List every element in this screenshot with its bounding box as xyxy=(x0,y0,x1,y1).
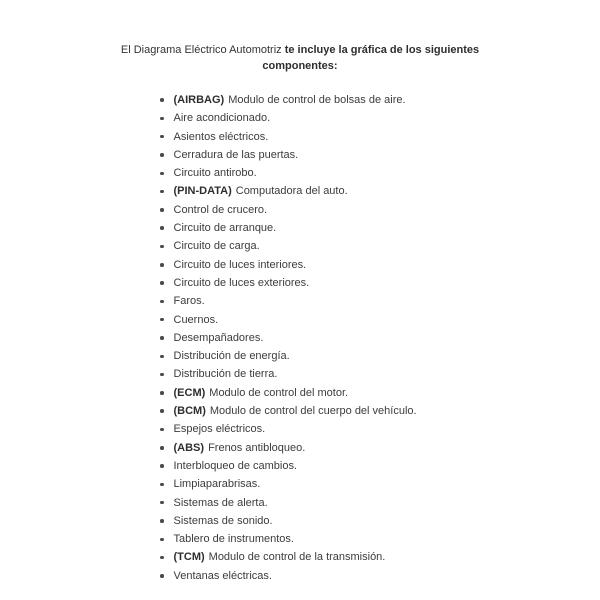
bullet-icon xyxy=(160,446,164,450)
component-text: Espejos eléctricos. xyxy=(173,423,266,436)
bullet-icon xyxy=(160,574,164,578)
list-item xyxy=(160,548,417,566)
bullet-icon xyxy=(160,117,164,121)
component-text: Faros. xyxy=(173,295,205,308)
component-text: Circuito de luces interiores. xyxy=(173,258,307,271)
component-text: Circuito de arranque. xyxy=(173,222,277,235)
component-text: Modulo de control del motor. xyxy=(209,386,349,399)
component-text: Computadora del auto. xyxy=(235,185,348,198)
component-text: Ventanas eléctricas. xyxy=(173,569,272,582)
list-item xyxy=(160,329,417,347)
bullet-icon xyxy=(160,391,164,395)
component-text: Modulo de control del cuerpo del vehículo. xyxy=(209,405,417,418)
list-item xyxy=(160,274,417,292)
bullet-icon xyxy=(160,501,164,505)
list-item xyxy=(160,237,417,255)
component-text: Tablero de instrumentos. xyxy=(173,533,294,546)
component-text: Circuito antirobo. xyxy=(173,167,257,180)
component-text: Aire acondicionado. xyxy=(173,112,271,125)
list-item xyxy=(160,512,417,530)
bullet-icon xyxy=(160,538,164,542)
list-item xyxy=(160,567,417,585)
bullet-icon xyxy=(160,373,164,377)
list-item xyxy=(160,256,417,274)
component-text: Modulo de control de bolsas de aire. xyxy=(228,94,406,106)
list-item xyxy=(160,311,417,329)
list-item xyxy=(160,530,417,548)
list-item xyxy=(160,402,417,420)
bullet-icon xyxy=(160,226,164,230)
bullet-icon xyxy=(160,556,164,560)
component-text: Control de crucero. xyxy=(173,203,268,216)
bullet-icon xyxy=(160,483,164,487)
list-item xyxy=(160,365,417,383)
component-text: Frenos antibloqueo. xyxy=(208,441,306,454)
list-item xyxy=(160,201,417,219)
list-item xyxy=(160,420,417,438)
bullet-icon xyxy=(160,336,164,340)
bullet-icon xyxy=(160,300,164,304)
list-item xyxy=(160,457,417,475)
component-code: (AIRBAG) xyxy=(173,94,225,106)
component-text: Cerradura de las puertas. xyxy=(173,148,299,161)
list-item xyxy=(160,182,417,200)
bullet-icon xyxy=(160,245,164,249)
bullet-icon xyxy=(160,135,164,139)
intro-bold-text: te incluye la gráfica de los siguientes xyxy=(284,44,480,56)
bullet-icon xyxy=(160,281,164,285)
component-code: (ECM) xyxy=(173,386,206,399)
component-text: Limpiaparabrisas. xyxy=(173,478,261,491)
intro-line-2: componentes: xyxy=(262,60,338,72)
list-item xyxy=(160,146,417,164)
component-code: (ABS) xyxy=(173,441,205,454)
component-code: (PIN-DATA) xyxy=(173,185,232,198)
component-text: Sistemas de alerta. xyxy=(173,496,268,509)
bullet-icon xyxy=(160,428,164,432)
bullet-icon xyxy=(160,355,164,359)
list-item xyxy=(160,439,417,457)
component-code: (TCM) xyxy=(173,551,205,564)
intro-normal-text: El Diagrama Eléctrico Automotriz xyxy=(120,44,285,56)
list-item xyxy=(160,292,417,310)
bullet-icon xyxy=(160,98,164,102)
bullet-icon xyxy=(160,318,164,322)
component-list xyxy=(160,91,417,585)
bullet-icon xyxy=(160,464,164,468)
component-text: Circuito de carga. xyxy=(173,240,260,253)
bullet-icon xyxy=(160,263,164,267)
component-text: Sistemas de sonido. xyxy=(173,514,273,527)
bullet-icon xyxy=(160,208,164,212)
bullet-icon xyxy=(160,153,164,157)
intro-line-1 xyxy=(0,42,600,58)
list-item xyxy=(160,219,417,237)
list-item xyxy=(160,109,417,127)
list-item xyxy=(160,91,417,109)
list-item xyxy=(160,164,417,182)
component-code: (BCM) xyxy=(173,405,206,418)
bullet-icon xyxy=(160,172,164,176)
bullet-icon xyxy=(160,190,164,194)
bullet-icon xyxy=(160,409,164,413)
list-item xyxy=(160,494,417,512)
list-item xyxy=(160,384,417,402)
bullet-icon xyxy=(160,519,164,523)
list-item xyxy=(160,475,417,493)
intro-heading xyxy=(0,42,600,74)
component-text: Cuernos. xyxy=(173,313,219,326)
component-text: Modulo de control de la transmisión. xyxy=(208,551,386,564)
component-text: Distribución de tierra. xyxy=(173,368,278,381)
list-item xyxy=(160,347,417,365)
component-text: Circuito de luces exteriores. xyxy=(173,276,310,289)
component-text: Interbloqueo de cambios. xyxy=(173,459,298,472)
component-text: Distribución de energía. xyxy=(173,350,290,363)
component-text: Desempañadores. xyxy=(173,331,264,344)
list-item xyxy=(160,128,417,146)
component-text: Asientos eléctricos. xyxy=(173,130,269,143)
